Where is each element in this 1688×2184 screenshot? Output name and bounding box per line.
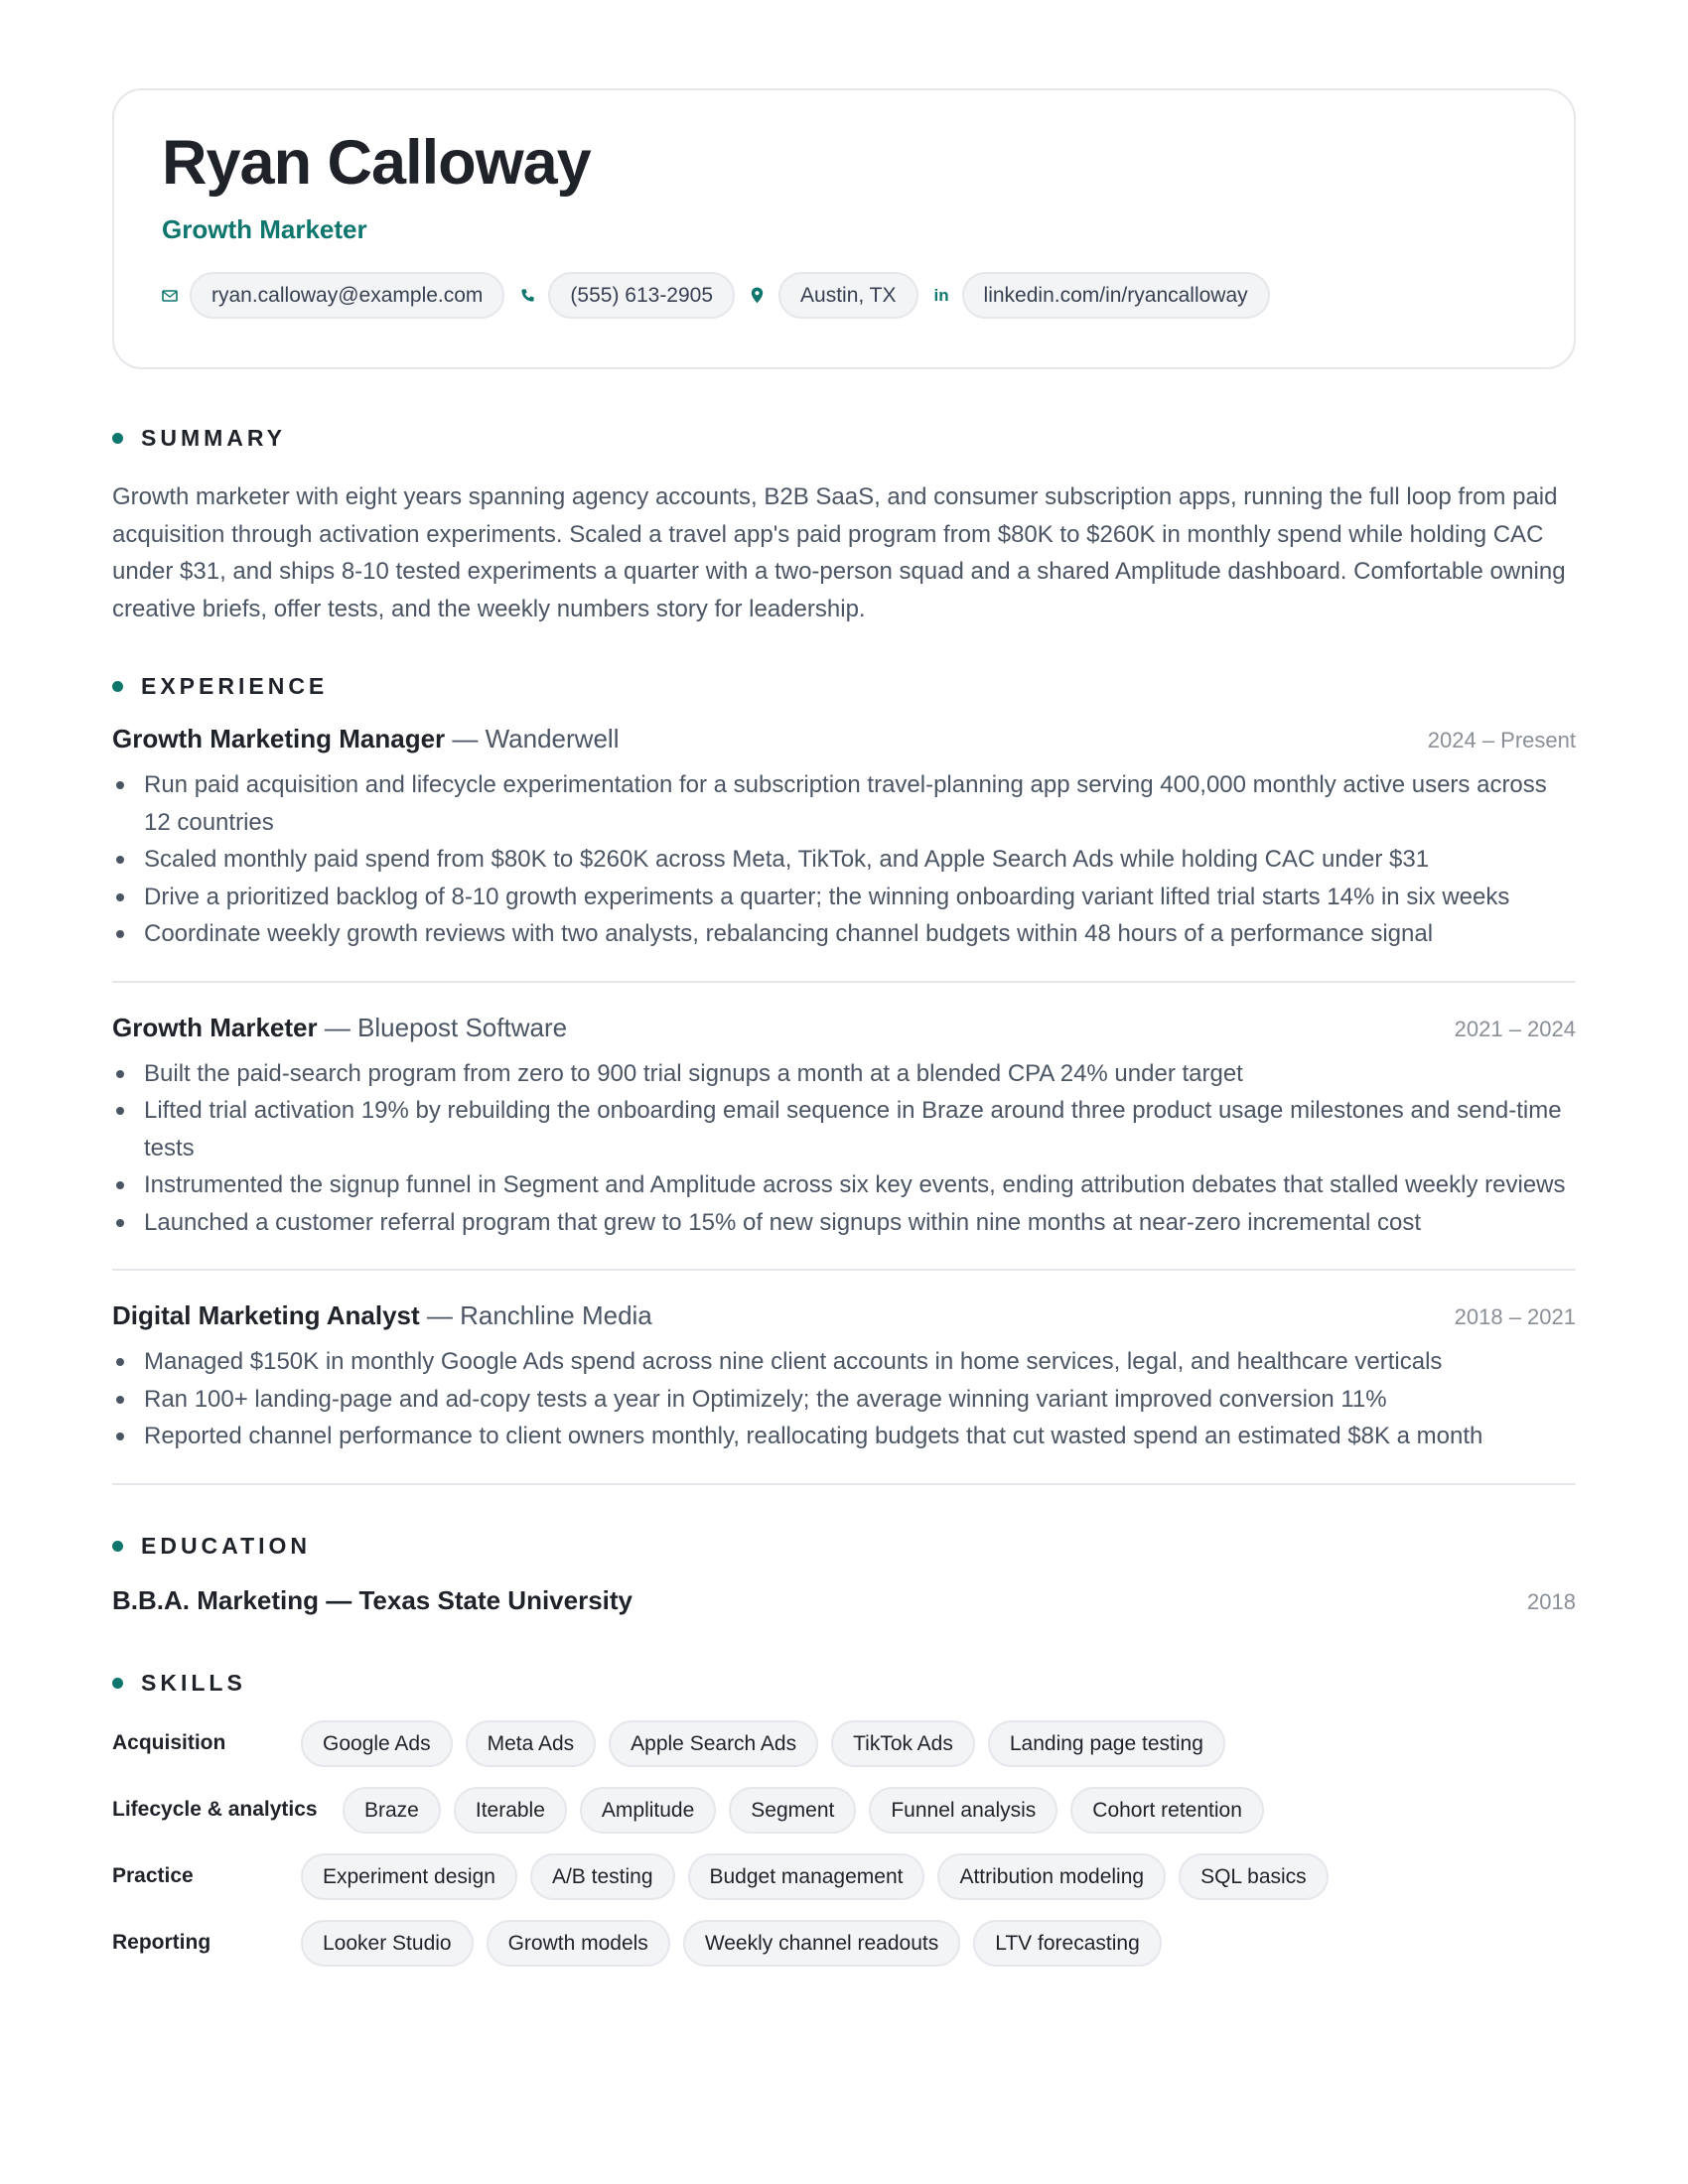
skill-group-practice <box>112 1853 1576 1900</box>
skill-chip: Google Ads <box>301 1720 453 1767</box>
graduation-year: 2018 <box>1527 1588 1576 1614</box>
phone-pill[interactable]: (555) 613-2905 <box>548 272 735 319</box>
education-entry <box>112 1585 1576 1616</box>
section-heading <box>112 673 1576 700</box>
section-heading <box>112 1670 1576 1697</box>
skill-chip: Apple Search Ads <box>609 1720 818 1767</box>
job-entry <box>112 724 1576 983</box>
contact-linkedin <box>934 272 1270 319</box>
experience-section <box>112 673 1576 1485</box>
summary-section <box>112 425 1576 627</box>
bullet-dot-icon <box>112 433 123 444</box>
skill-group-label: Lifecycle & analytics <box>112 1798 318 1822</box>
skill-chip: Funnel analysis <box>869 1787 1057 1834</box>
skill-chip: Braze <box>343 1787 441 1834</box>
summary-heading: SUMMARY <box>141 425 286 451</box>
skills-section <box>112 1670 1576 1967</box>
bullet-dot-icon <box>112 1678 123 1689</box>
job-bullet: Coordinate weekly growth reviews with two analysts, rebalancing channel budgets within 48 hours of a performance signal <box>112 915 1576 953</box>
job-bullets <box>112 1343 1576 1455</box>
email-pill[interactable]: ryan.calloway@example.com <box>190 272 504 319</box>
job-entry <box>112 1013 1576 1272</box>
contact-phone <box>520 272 735 319</box>
job-company: — Bluepost Software <box>317 1012 568 1042</box>
job-dates: 2021 – 2024 <box>1454 1016 1576 1041</box>
job-bullet: Drive a prioritized backlog of 8-10 growth experiments a quarter; the winning onboarding variant lifted trial starts 14% in six weeks <box>112 879 1576 916</box>
skill-chip: SQL basics <box>1179 1853 1329 1900</box>
location-pill: Austin, TX <box>778 272 918 319</box>
skill-group-acquisition <box>112 1720 1576 1767</box>
skill-group-label: Reporting <box>112 1931 211 1955</box>
linkedin-icon: in <box>933 285 949 305</box>
job-dates: 2024 – Present <box>1427 728 1576 752</box>
job-bullet: Run paid acquisition and lifecycle experimentation for a subscription travel-planning app serving 400,000 monthly active users across 12 countries <box>112 766 1576 841</box>
skill-chip: LTV forecasting <box>973 1920 1162 1967</box>
job-bullet: Managed $150K in monthly Google Ads spend across nine client accounts in home services, legal, and healthcare verticals <box>112 1343 1576 1381</box>
job-bullet: Built the paid-search program from zero to 900 trial signups a month at a blended CPA 24% under target <box>112 1055 1576 1093</box>
degree: B.B.A. Marketing — Texas State University <box>112 1584 633 1615</box>
job-title: Growth Marketing Manager <box>112 724 446 753</box>
bullet-dot-icon <box>112 1541 123 1552</box>
job-header <box>112 1300 1576 1331</box>
skill-chip: Landing page testing <box>988 1720 1225 1767</box>
linkedin-pill[interactable]: linkedin.com/in/ryancalloway <box>962 272 1270 319</box>
candidate-role: Growth Marketer <box>162 214 367 244</box>
skill-chip: Cohort retention <box>1070 1787 1264 1834</box>
job-header <box>112 1013 1576 1043</box>
skill-chip: Amplitude <box>580 1787 716 1834</box>
skill-group-reporting <box>112 1920 1576 1967</box>
skill-chip: Iterable <box>454 1787 567 1834</box>
mail-icon <box>162 290 188 302</box>
education-heading: EDUCATION <box>141 1532 312 1559</box>
job-title: Growth Marketer <box>112 1012 318 1042</box>
bullet-dot-icon <box>112 681 123 692</box>
skill-chip: Looker Studio <box>301 1920 474 1967</box>
skill-chip: Meta Ads <box>466 1720 597 1767</box>
job-bullet: Scaled monthly paid spend from $80K to $260K across Meta, TikTok, and Apple Search Ads while holding CAC under $31 <box>112 841 1576 879</box>
education-section <box>112 1533 1576 1616</box>
skill-chip: Experiment design <box>301 1853 517 1900</box>
phone-icon <box>520 288 546 303</box>
job-entry <box>112 1300 1576 1485</box>
header-card <box>112 88 1576 369</box>
skill-group-label: Practice <box>112 1864 194 1888</box>
skills-heading: SKILLS <box>141 1669 246 1696</box>
skill-chip: Weekly channel readouts <box>683 1920 960 1967</box>
summary-text: Growth marketer with eight years spanning agency accounts, B2B SaaS, and consumer subscription apps, running the full loop from paid acquisition through activation experiments. Scaled a travel app's paid program from $80K to $260K in monthly spend while holding CAC under $31, and ships 8-10 tested experiments a quarter with a two-person squad and a shared Amplitude dashboard. Comfortable owning creative briefs, offer tests, and the weekly numbers story for leadership. <box>112 483 1566 622</box>
skill-chip: Attribution modeling <box>937 1853 1166 1900</box>
job-bullet: Ran 100+ landing-page and ad-copy tests a year in Optimizely; the average winning variant improved conversion 11% <box>112 1381 1576 1419</box>
job-bullets <box>112 766 1576 953</box>
contact-list <box>162 272 1526 319</box>
skill-chip: TikTok Ads <box>831 1720 975 1767</box>
skill-chip: Growth models <box>487 1920 670 1967</box>
contact-location <box>751 272 918 319</box>
job-dates: 2018 – 2021 <box>1454 1304 1576 1329</box>
job-bullet: Launched a customer referral program that grew to 15% of new signups within nine months at near-zero incremental cost <box>112 1204 1576 1242</box>
skill-chip: Budget management <box>688 1853 925 1900</box>
section-heading <box>112 1533 1576 1560</box>
job-bullet: Instrumented the signup funnel in Segment and Amplitude across six key events, ending attribution debates that stalled weekly reviews <box>112 1166 1576 1204</box>
skill-group-label: Acquisition <box>112 1731 226 1755</box>
job-bullet: Lifted trial activation 19% by rebuilding the onboarding email sequence in Braze around three product usage milestones and send-time tests <box>112 1092 1576 1166</box>
job-header <box>112 724 1576 754</box>
job-company: — Ranchline Media <box>419 1300 652 1330</box>
job-bullets <box>112 1055 1576 1242</box>
candidate-name: Ryan Calloway <box>162 128 591 198</box>
job-title: Digital Marketing Analyst <box>112 1300 420 1330</box>
skill-chip: Segment <box>729 1787 856 1834</box>
section-heading <box>112 425 1576 452</box>
skill-group-lifecycle-analytics <box>112 1787 1576 1834</box>
skill-chip: A/B testing <box>530 1853 675 1900</box>
location-pin-icon <box>751 287 776 304</box>
job-company: — Wanderwell <box>445 724 620 753</box>
job-bullet: Reported channel performance to client owners monthly, reallocating budgets that cut wasted spend an estimated $8K a month <box>112 1418 1576 1455</box>
experience-heading: EXPERIENCE <box>141 673 329 699</box>
contact-email <box>162 272 504 319</box>
